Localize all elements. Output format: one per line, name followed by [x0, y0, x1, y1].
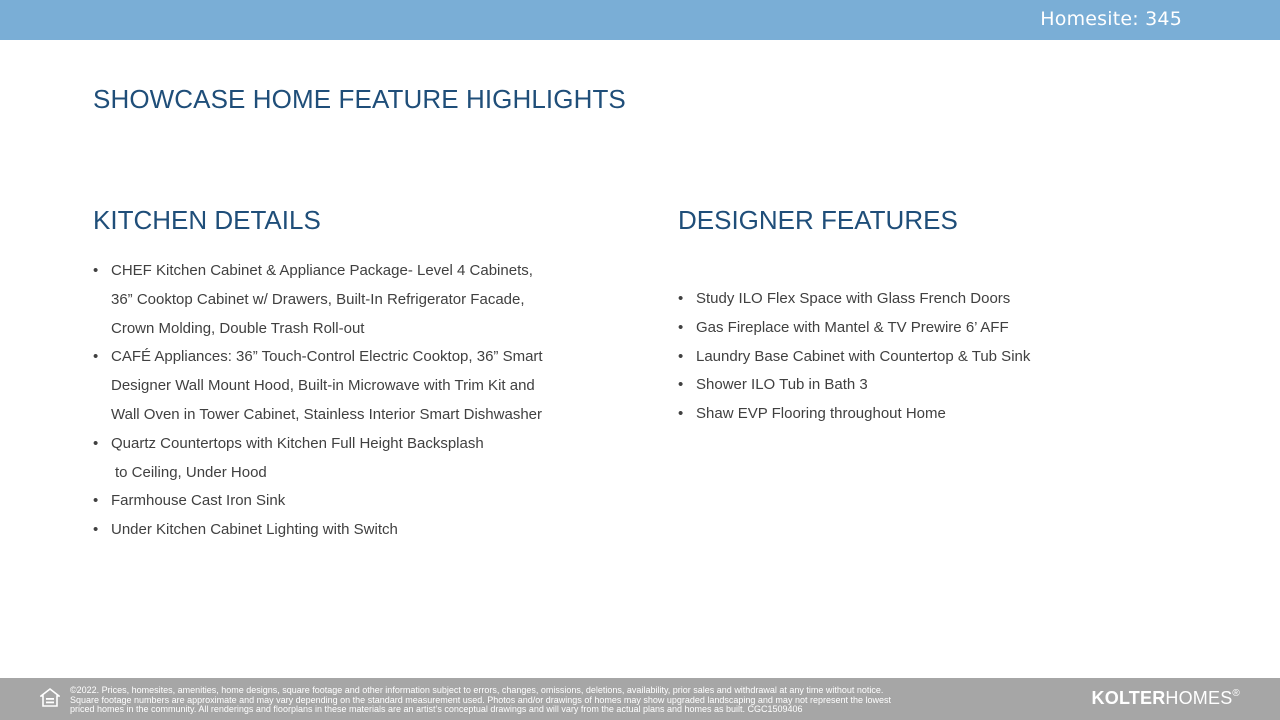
bullet-icon: • — [93, 521, 99, 539]
designer-features-section — [678, 204, 1198, 423]
list-item — [678, 343, 1030, 372]
list-item-text: Shower ILO Tub in Bath 3 — [696, 376, 868, 394]
kitchen-details-list — [93, 257, 543, 545]
list-item-text: to Ceiling, Under Hood — [115, 463, 267, 481]
brand-name-light: HOMES — [1165, 688, 1233, 708]
list-item — [678, 314, 1030, 343]
bullet-icon: • — [93, 492, 99, 510]
bullet-icon: • — [93, 348, 99, 366]
top-bar — [0, 0, 1280, 40]
list-item — [93, 343, 543, 429]
footer-bar — [0, 678, 1280, 720]
list-item-text: Quartz Countertops with Kitchen Full Height Backsplash — [111, 434, 484, 452]
list-item — [93, 516, 543, 545]
equal-housing-icon — [40, 688, 60, 708]
list-item-text: Gas Fireplace with Mantel & TV Prewire 6’ AFF — [696, 318, 1009, 336]
legal-disclaimer — [70, 686, 1100, 715]
list-item — [678, 371, 1030, 400]
designer-features-heading: DESIGNER FEATURES — [678, 205, 958, 235]
list-item-text: Crown Molding, Double Trash Roll-out — [111, 319, 365, 337]
kolter-homes-logo — [1092, 688, 1240, 709]
homesite-label: Homesite: 345 — [1040, 8, 1182, 30]
legal-line: priced homes in the community. All renderings and floorplans in these materials are an artist’s conceptual drawings and will vary from the actual plans and homes as built. CGC1509406 — [70, 704, 803, 714]
list-item — [93, 487, 543, 516]
bullet-icon: • — [678, 405, 684, 423]
registered-mark: ® — [1232, 688, 1240, 699]
bullet-icon: • — [678, 347, 684, 365]
list-item-text: Laundry Base Cabinet with Countertop & Tub Sink — [696, 347, 1031, 365]
list-item-text: Farmhouse Cast Iron Sink — [111, 492, 286, 510]
designer-features-list — [678, 285, 1030, 429]
legal-line: Square footage numbers are approximate and may vary depending on the standard measurement used. Photos and/or drawings of homes may show upgraded landscaping and may not represent the lowest — [70, 694, 891, 705]
page-title: SHOWCASE HOME FEATURE HIGHLIGHTS — [93, 84, 626, 114]
list-item-text: Under Kitchen Cabinet Lighting with Switch — [111, 521, 398, 539]
kitchen-details-heading: KITCHEN DETAILS — [93, 205, 321, 235]
bullet-icon: • — [678, 290, 684, 307]
list-item — [678, 285, 1030, 314]
list-item-text: CAFÉ Appliances: 36” Touch-Control Electric Cooktop, 36” Smart — [111, 348, 543, 366]
bullet-icon: • — [678, 376, 684, 394]
bullet-icon: • — [93, 262, 99, 279]
list-item — [93, 430, 543, 488]
list-item-text: Wall Oven in Tower Cabinet, Stainless Interior Smart Dishwasher — [111, 405, 543, 423]
list-item-text: Study ILO Flex Space with Glass French Doors — [696, 290, 1011, 307]
brand-name-bold: KOLTER — [1091, 688, 1166, 708]
bullet-icon: • — [678, 318, 684, 336]
list-item-text: Shaw EVP Flooring throughout Home — [696, 405, 946, 423]
list-item — [93, 257, 543, 343]
list-item — [678, 400, 1030, 429]
list-item-text: Designer Wall Mount Hood, Built-in Microwave with Trim Kit and — [111, 377, 535, 395]
list-item-text: 36” Cooktop Cabinet w/ Drawers, Built-In Refrigerator Facade, — [111, 290, 525, 308]
kitchen-details-section — [93, 204, 613, 539]
list-item-text: CHEF Kitchen Cabinet & Appliance Package- Level 4 Cabinets, — [111, 262, 533, 279]
bullet-icon: • — [93, 434, 99, 452]
legal-line: ©2022. Prices, homesites, amenities, home designs, square footage and other information subject to errors, changes, omissions, deletions, availability, prior sales and withdrawal at any time without notice. — [70, 685, 884, 695]
